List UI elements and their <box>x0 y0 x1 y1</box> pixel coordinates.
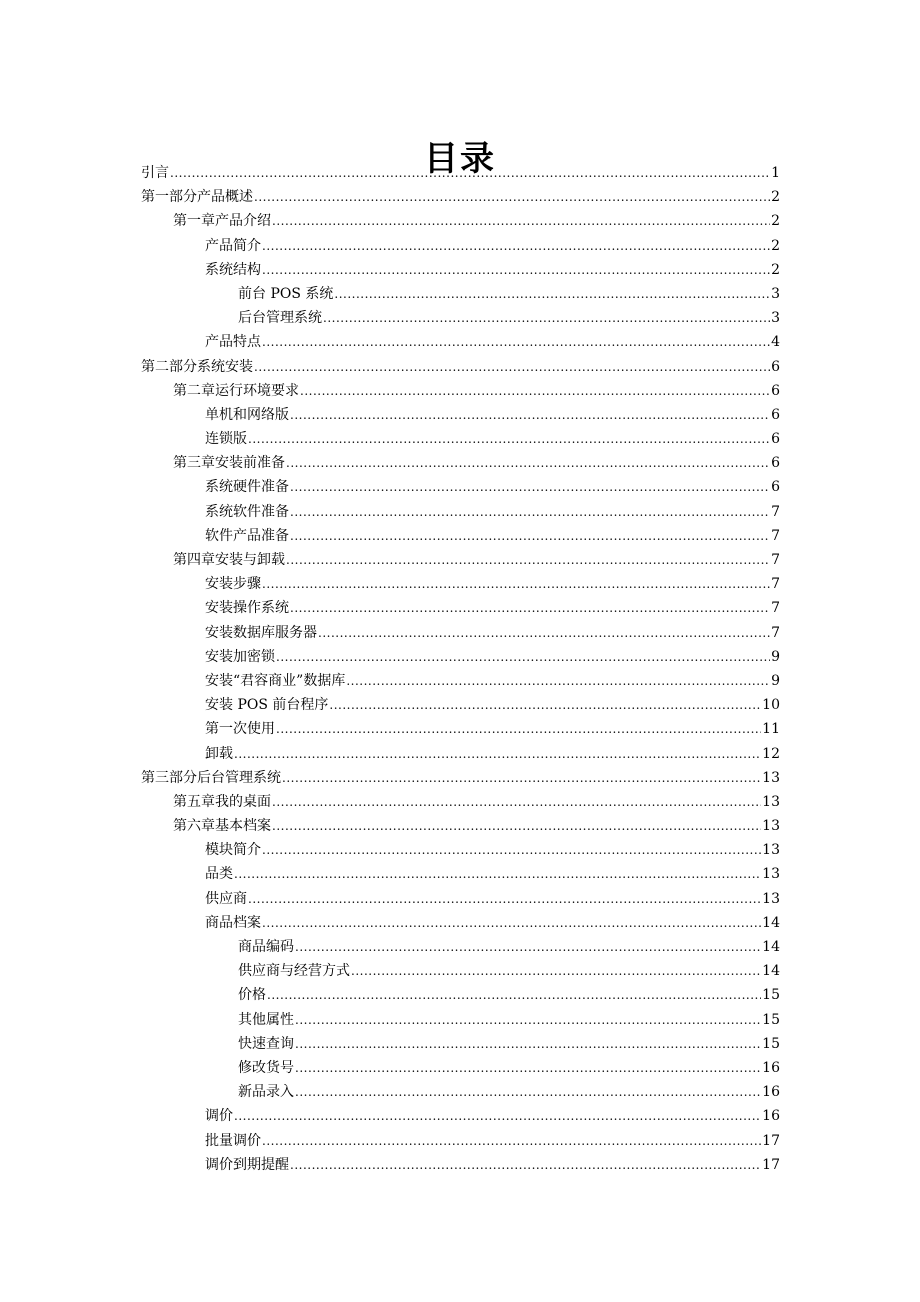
toc-entry[interactable] <box>141 766 780 790</box>
toc-entry-title: 第三部分后台管理系统 <box>141 769 281 786</box>
toc-entry-title: 软件产品准备 <box>205 527 289 544</box>
toc-entry-page-number: 6 <box>771 431 780 448</box>
dot-leader <box>295 1008 761 1032</box>
toc-entry-page-number: 13 <box>762 890 780 907</box>
toc-entry-page-number: 13 <box>762 866 780 883</box>
table-of-contents <box>141 161 780 1177</box>
toc-entry[interactable] <box>141 379 780 403</box>
toc-entry-title: 快速查询 <box>238 1035 294 1052</box>
toc-entry-page-number: 16 <box>762 1084 780 1101</box>
dot-leader <box>234 1104 761 1128</box>
dot-leader <box>290 596 770 620</box>
toc-entry[interactable] <box>141 403 780 427</box>
dot-leader <box>262 911 761 935</box>
toc-entry-page-number: 14 <box>762 914 780 931</box>
dot-leader <box>254 355 770 379</box>
toc-entry-page-number: 3 <box>771 285 780 302</box>
toc-entry[interactable] <box>141 838 780 862</box>
dot-leader <box>262 330 770 354</box>
toc-entry-page-number: 3 <box>771 310 780 327</box>
toc-entry-title: 安装数据库服务器 <box>205 624 317 641</box>
toc-entry-page-number: 17 <box>762 1156 780 1173</box>
toc-entry-page-number: 13 <box>762 769 780 786</box>
toc-entry[interactable] <box>141 234 780 258</box>
toc-entry-title: 产品简介 <box>205 237 261 254</box>
toc-entry-title: 批量调价 <box>205 1132 261 1149</box>
toc-entry[interactable] <box>141 959 780 983</box>
dot-leader <box>295 1056 761 1080</box>
dot-leader <box>290 1153 761 1177</box>
page-title: 目录 <box>424 138 496 179</box>
toc-entry[interactable] <box>141 814 780 838</box>
toc-entry-page-number: 7 <box>771 503 780 520</box>
toc-entry[interactable] <box>141 911 780 935</box>
toc-entry-page-number: 7 <box>771 552 780 568</box>
toc-entry[interactable] <box>141 330 780 354</box>
dot-leader <box>295 1032 761 1056</box>
toc-entry[interactable] <box>141 862 780 886</box>
toc-entry-page-number: 7 <box>771 527 780 544</box>
toc-entry[interactable] <box>141 935 780 959</box>
dot-leader <box>295 935 761 959</box>
dot-leader <box>234 742 761 766</box>
toc-entry-title: 第一章产品介绍 <box>173 213 271 230</box>
toc-entry[interactable] <box>141 621 780 645</box>
toc-entry[interactable] <box>141 645 780 669</box>
toc-entry-page-number: 17 <box>762 1132 780 1149</box>
toc-entry[interactable] <box>141 355 780 379</box>
toc-entry-page-number: 9 <box>771 648 780 665</box>
dot-leader <box>290 403 770 427</box>
dot-leader <box>262 258 770 282</box>
toc-entry-title: 供应商与经营方式 <box>238 963 350 980</box>
dot-leader <box>262 1129 761 1153</box>
toc-entry[interactable] <box>141 451 780 475</box>
dot-leader <box>334 282 770 306</box>
toc-entry[interactable] <box>141 209 780 233</box>
toc-entry-title: 产品特点 <box>205 334 261 351</box>
toc-entry-page-number: 16 <box>762 1059 780 1076</box>
toc-entry-title: 修改货号 <box>238 1059 294 1076</box>
toc-entry-page-number: 15 <box>762 987 780 1004</box>
dot-leader <box>248 887 761 911</box>
toc-entry-title: 第一次使用 <box>205 721 275 738</box>
dot-leader <box>318 621 770 645</box>
toc-entry[interactable] <box>141 185 780 209</box>
toc-entry-title: 第二部分系统安装 <box>141 358 253 375</box>
toc-entry-page-number: 7 <box>771 624 780 641</box>
toc-entry[interactable] <box>141 475 780 499</box>
toc-entry-page-number: 6 <box>771 455 780 472</box>
toc-entry[interactable] <box>141 1153 780 1177</box>
toc-entry-title: 安装“君容商业”数据库 <box>205 672 346 689</box>
toc-entry-page-number: 2 <box>771 213 780 230</box>
toc-entry[interactable] <box>141 887 780 911</box>
dot-leader <box>295 1080 761 1104</box>
dot-leader <box>290 524 770 548</box>
dot-leader <box>262 572 770 596</box>
dot-leader <box>234 862 761 886</box>
toc-entry-title: 第六章基本档案 <box>173 818 271 835</box>
toc-entry-page-number: 12 <box>762 745 780 762</box>
toc-entry[interactable] <box>141 742 780 766</box>
dot-leader <box>170 161 770 185</box>
toc-entry-title: 第五章我的桌面 <box>173 793 271 810</box>
toc-entry-title: 商品编码 <box>238 939 294 955</box>
dot-leader <box>254 185 770 209</box>
toc-entry-title: 第四章安装与卸载 <box>173 552 285 568</box>
toc-entry-title: 前台 POS 系统 <box>238 285 334 302</box>
toc-entry[interactable] <box>141 1104 780 1128</box>
toc-entry[interactable] <box>141 427 780 451</box>
toc-entry[interactable] <box>141 1056 780 1080</box>
toc-entry-page-number: 15 <box>762 1035 780 1052</box>
dot-leader <box>346 669 770 693</box>
toc-entry-title: 安装操作系统 <box>205 600 289 617</box>
dot-leader <box>329 693 761 717</box>
toc-entry-page-number: 9 <box>771 672 780 689</box>
toc-entry[interactable] <box>141 717 780 741</box>
toc-entry[interactable] <box>141 1129 780 1153</box>
toc-entry-title: 新品录入 <box>238 1084 294 1101</box>
toc-entry[interactable] <box>141 1032 780 1056</box>
dot-leader <box>248 427 770 451</box>
toc-entry[interactable] <box>141 548 780 572</box>
toc-entry-page-number: 13 <box>762 793 780 810</box>
toc-entry-title: 系统结构 <box>205 261 261 278</box>
toc-entry-page-number: 1 <box>771 165 780 181</box>
toc-entry-page-number: 14 <box>762 963 780 980</box>
toc-entry-page-number: 2 <box>771 261 780 278</box>
dot-leader <box>282 766 761 790</box>
dot-leader <box>351 959 761 983</box>
toc-entry-title: 引言 <box>141 165 169 181</box>
toc-entry[interactable] <box>141 524 780 548</box>
toc-entry-title: 安装加密锁 <box>205 648 275 665</box>
dot-leader <box>262 234 770 258</box>
toc-entry-page-number: 6 <box>771 382 780 399</box>
toc-entry-page-number: 6 <box>771 406 780 423</box>
toc-entry-title: 安装 POS 前台程序 <box>205 697 329 714</box>
toc-entry[interactable] <box>141 258 780 282</box>
dot-leader <box>286 451 770 475</box>
toc-entry[interactable] <box>141 306 780 330</box>
dot-leader <box>272 790 761 814</box>
toc-entry-page-number: 14 <box>762 939 780 955</box>
toc-entry-title: 单机和网络版 <box>205 406 289 423</box>
dot-leader <box>290 500 770 524</box>
toc-entry[interactable] <box>141 790 780 814</box>
toc-entry-title: 系统软件准备 <box>205 503 289 520</box>
dot-leader <box>262 838 761 862</box>
toc-entry-title: 后台管理系统 <box>238 310 322 327</box>
toc-entry-title: 调价到期提醒 <box>205 1156 289 1173</box>
toc-entry-title: 第一部分产品概述 <box>141 189 253 206</box>
toc-entry[interactable] <box>141 669 780 693</box>
toc-entry[interactable] <box>141 500 780 524</box>
toc-entry-title: 第二章运行环境要求 <box>173 382 299 399</box>
toc-entry-title: 商品档案 <box>205 914 261 931</box>
dot-leader <box>323 306 770 330</box>
toc-entry[interactable] <box>141 693 780 717</box>
dot-leader <box>276 645 770 669</box>
toc-entry-title: 其他属性 <box>238 1011 294 1028</box>
dot-leader <box>276 717 761 741</box>
toc-entry[interactable] <box>141 596 780 620</box>
toc-entry-page-number: 6 <box>771 479 780 496</box>
toc-entry-page-number: 4 <box>771 334 780 351</box>
toc-entry-title: 第三章安装前准备 <box>173 455 285 472</box>
toc-entry-page-number: 2 <box>771 237 780 254</box>
toc-entry-title: 连锁版 <box>205 431 247 448</box>
toc-entry-title: 调价 <box>205 1108 233 1125</box>
dot-leader <box>290 475 770 499</box>
toc-entry-title: 系统硬件准备 <box>205 479 289 496</box>
toc-entry-page-number: 7 <box>771 576 780 593</box>
toc-entry-page-number: 11 <box>762 721 780 738</box>
dot-leader <box>286 548 770 572</box>
toc-entry-page-number: 10 <box>762 697 780 714</box>
toc-entry[interactable] <box>141 1008 780 1032</box>
toc-entry[interactable] <box>141 1080 780 1104</box>
toc-entry-title: 品类 <box>205 866 233 883</box>
toc-entry[interactable] <box>141 983 780 1007</box>
dot-leader <box>272 814 761 838</box>
toc-entry-page-number: 6 <box>771 358 780 375</box>
toc-entry-page-number: 16 <box>762 1108 780 1125</box>
toc-entry-page-number: 2 <box>771 189 780 206</box>
dot-leader <box>267 983 761 1007</box>
toc-entry-title: 安装步骤 <box>205 576 261 593</box>
toc-entry-title: 供应商 <box>205 890 247 907</box>
dot-leader <box>272 209 770 233</box>
toc-entry-page-number: 7 <box>771 600 780 617</box>
dot-leader <box>300 379 770 403</box>
toc-entry[interactable] <box>141 282 780 306</box>
toc-entry-title: 价格 <box>238 987 266 1004</box>
toc-entry-page-number: 13 <box>762 842 780 859</box>
toc-entry-title: 卸载 <box>205 745 233 762</box>
toc-entry[interactable] <box>141 161 780 185</box>
toc-entry-title: 模块简介 <box>205 842 261 859</box>
toc-entry[interactable] <box>141 572 780 596</box>
toc-entry-page-number: 13 <box>762 818 780 835</box>
toc-entry-page-number: 15 <box>762 1011 780 1028</box>
